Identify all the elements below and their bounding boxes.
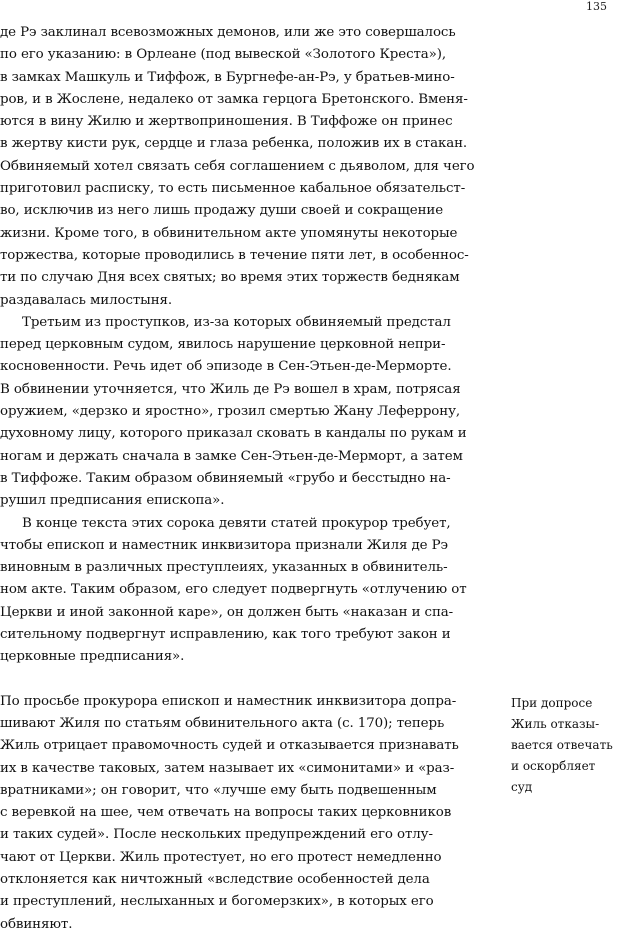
text-line: духовному лицу, которого приказал сковать в кандалы по рукам и <box>0 426 467 442</box>
text-line: виновным в различных преступлеиях, указанных в обвинитель- <box>0 560 448 576</box>
text-line: оружием, «дерзко и яростно», грозил смертью Жану Леферрону, <box>0 404 461 420</box>
text-line: раздавалась милостыня. <box>0 292 173 308</box>
paragraph <box>0 22 504 312</box>
text-line: ном акте. Таким образом, его следует подвергнуть «отлучению от <box>0 582 467 598</box>
text-line: чают от Церкви. Жиль протестует, но его протест немедленно <box>0 849 442 865</box>
text-line: Жиль отрицает правомочность судей и отказывается признавать <box>0 738 459 754</box>
text-line: ются в вину Жилю и жертвоприношения. В Тиффоже он принес <box>0 114 453 130</box>
page-number: 135 <box>586 0 607 13</box>
text-line: По просьбе прокурора епископ и наместник инквизитора допра- <box>0 693 457 709</box>
text-line: в жертву кисти рук, сердце и глаза ребенка, положив их в стакан. <box>0 136 468 152</box>
text-line: с веревкой на шее, чем отвечать на вопросы таких церковников <box>0 805 452 821</box>
text-line: Церкви и иной законной каре», он должен быть «наказан и спа- <box>0 604 454 620</box>
paragraph <box>0 691 504 936</box>
text-line: церковные предписания». <box>0 649 185 665</box>
text-line: косновенности. Речь идет об эпизоде в Сен-Этьен-де-Мерморте. <box>0 359 452 375</box>
margin-note-line: и оскорбляет <box>511 759 596 773</box>
text-line: отклоняется как ничтожный «вследствие особенностей дела <box>0 871 430 887</box>
text-line: в Тиффоже. Таким образом обвиняемый «грубо и бесстыдно на- <box>0 470 451 486</box>
text-line: В обвинении уточняется, что Жиль де Рэ вошел в храм, потрясая <box>0 381 461 397</box>
main-text <box>0 22 504 936</box>
text-line: обвиняют. <box>0 916 73 932</box>
paragraph <box>0 513 504 669</box>
text-line: ров, и в Жослене, недалеко от замка герцога Бретонского. Вменя- <box>0 91 468 107</box>
margin-note-line: вается отвечать <box>511 738 613 752</box>
section-gap <box>0 669 504 691</box>
text-line: жизни. Кроме того, в обвинительном акте упомянуты некоторые <box>0 225 458 241</box>
text-line: де Рэ заклинал всевозможных демонов, или же это совершалось <box>0 25 456 40</box>
text-line: перед церковным судом, явилось нарушение церковной непри- <box>0 337 446 353</box>
text-line: во, исключив из него лишь продажу души своей и сокращение <box>0 203 444 219</box>
text-line: Третьим из проступков, из-за которых обвиняемый предстал <box>22 314 451 330</box>
text-line: чтобы епископ и наместник инквизитора признали Жиля де Рэ <box>0 537 448 553</box>
text-line: ногам и держать сначала в замке Сен-Этьен-де-Мерморт, а затем <box>0 448 463 464</box>
text-line: в замках Машкуль и Тиффож, в Бургнефе-ан-Рэ, у братьев-мино- <box>0 69 455 85</box>
margin-note-line: При допросе <box>511 696 593 710</box>
margin-note <box>511 693 619 798</box>
text-line: вратниками»; он говорит, что «лучше ему быть подвешенным <box>0 782 437 798</box>
text-line: рушил предписания епископа». <box>0 493 225 509</box>
text-line: сительному подвергнут исправлению, как того требуют закон и <box>0 627 451 643</box>
margin-note-line: Жиль отказы- <box>511 717 600 731</box>
paragraph <box>0 312 504 513</box>
text-line: их в качестве таковых, затем называет их «симонитами» и «раз- <box>0 760 455 776</box>
text-line: по его указанию: в Орлеане (под вывеской «Золотого Креста»), <box>0 47 447 63</box>
text-line: приготовил расписку, то есть письменное кабальное обязательст- <box>0 181 466 197</box>
text-line: и таких судей». После нескольких предупреждений его отлу- <box>0 827 433 843</box>
text-line: Обвиняемый хотел связать себя соглашением с дьяволом, для чего <box>0 158 475 174</box>
text-line: шивают Жиля по статьям обвинительного акта (с. 170); теперь <box>0 715 445 731</box>
text-line: торжества, которые проводились в течение пяти лет, в особеннос- <box>0 247 469 263</box>
text-line: ти по случаю Дня всех святых; во время этих торжеств беднякам <box>0 270 460 286</box>
text-line: и преступлений, неслыханных и богомерзких», в которых его <box>0 894 434 910</box>
text-line: В конце текста этих сорока девяти статей прокурор требует, <box>22 515 451 531</box>
margin-note-line: суд <box>511 780 533 794</box>
